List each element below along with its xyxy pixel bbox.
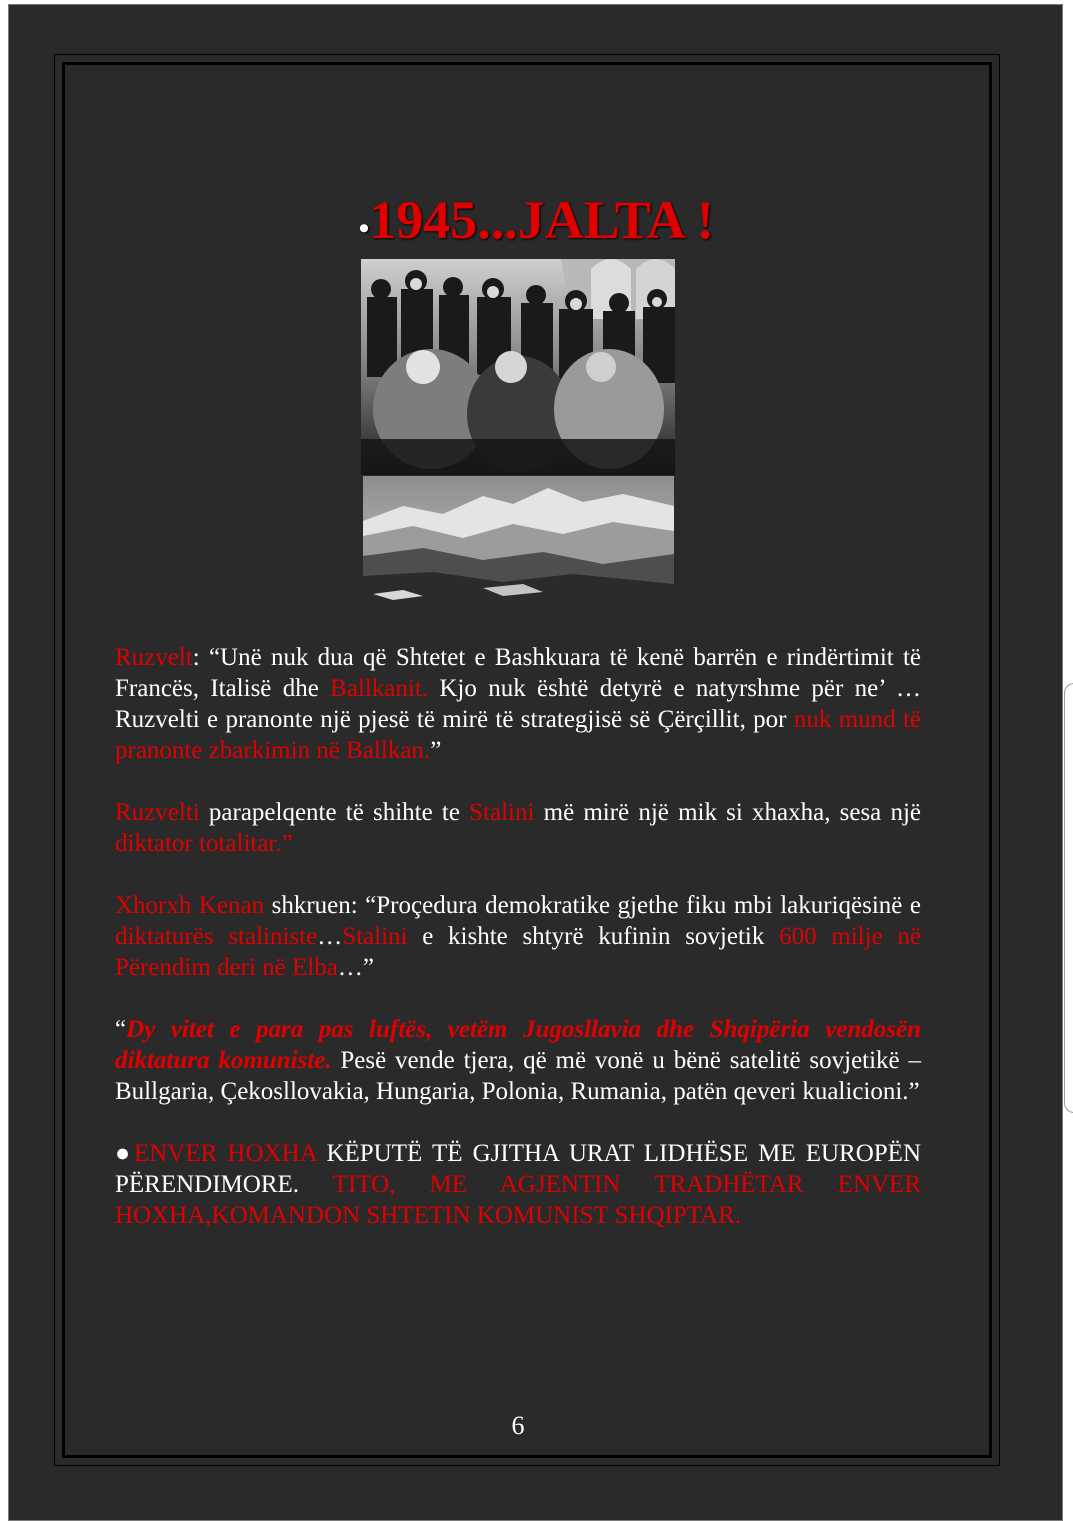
- scrollbar-handle[interactable]: [1064, 683, 1073, 1113]
- text-span: “: [115, 1016, 127, 1043]
- text-span: parapelqente të shihte te: [199, 799, 470, 826]
- paragraph-kenan: [115, 890, 921, 983]
- text-span: Kjo nuk është detyrë e natyrshme për ne’ … Ruzvelti e pranonte një pjesë të mirë të strategjisë së Çërçillit, por: [115, 675, 921, 733]
- body-text: [115, 642, 921, 1262]
- text-span: ”: [430, 737, 442, 764]
- highlight-kenan: Xhorxh Kenan: [115, 892, 265, 919]
- highlight-diktatures: diktaturës staliniste: [115, 923, 318, 950]
- highlight-tito: TITO, ME AGJENTIN TRADHËTAR ENVER HOXHA,KOMANDON SHTETIN KOMUNIST SHQIPTAR.: [115, 1171, 921, 1229]
- mountain-landscape-photo: [363, 476, 674, 609]
- text-span: …”: [337, 954, 374, 981]
- title-text: 1945...JALTA !: [369, 190, 715, 250]
- title-bullet: •: [358, 212, 370, 245]
- highlight-zbarkimi: nuk mund të pranonte zbarkimin në Ballkan.: [115, 706, 921, 764]
- highlight-stalini: Stalini: [469, 799, 535, 826]
- paragraph-enver-hoxha: [115, 1138, 921, 1231]
- highlight-stalini: Stalini: [342, 923, 408, 950]
- highlight-ruzvelt: Ruzvelt: [115, 644, 193, 671]
- highlight-enver-hoxha: ENVER HOXHA: [133, 1140, 317, 1167]
- paragraph-dy-vitet: [115, 1014, 921, 1107]
- text-span: shkruen: “Proçedura demokratike gjethe fiku mbi lakuriqësinë e: [264, 892, 921, 919]
- paragraph-ruzvelti-stalini: [115, 797, 921, 859]
- text-span: : “Unë nuk dua që Shtetet e Bashkuara të kenë barrën e rindërtimit të Francës, Italisë dhe: [115, 644, 921, 702]
- highlight-600-milje: 600 milje në Përendim deri në Elba: [115, 923, 921, 981]
- paragraph-ruzvelt-quote: [115, 642, 921, 766]
- page-number: 6: [511, 1411, 525, 1440]
- text-span: Pesë vende tjera, që më vonë u bënë satelitë sovjetikë – Bullgaria, Çekosllovakia, Hungaria, Polonia, Rumania, patën qeveri kualicioni.”: [115, 1047, 921, 1105]
- highlight-ballkanit: Ballkanit.: [330, 675, 429, 702]
- text-span: KËPUTË TË GJITHA URAT LIDHËSE ME EUROPËN PËRENDIMORE.: [115, 1140, 921, 1198]
- text-span: më mirë një mik si xhaxha, sesa një: [534, 799, 921, 826]
- text-span: e kishte shtyrë kufinin sovjetik: [407, 923, 780, 950]
- bullet: ●: [115, 1140, 134, 1167]
- text-span: …: [317, 923, 343, 950]
- yalta-conference-photo: [361, 259, 675, 475]
- highlight-diktator: diktator totalitar.”: [115, 830, 293, 857]
- highlight-dy-vitet: Dy vitet e para pas luftës, vetëm Jugosllavia dhe Shqipëria vendosën diktatura komuniste.: [115, 1016, 921, 1074]
- page-title: [0, 190, 1073, 250]
- highlight-ruzvelti: Ruzvelti: [115, 799, 200, 826]
